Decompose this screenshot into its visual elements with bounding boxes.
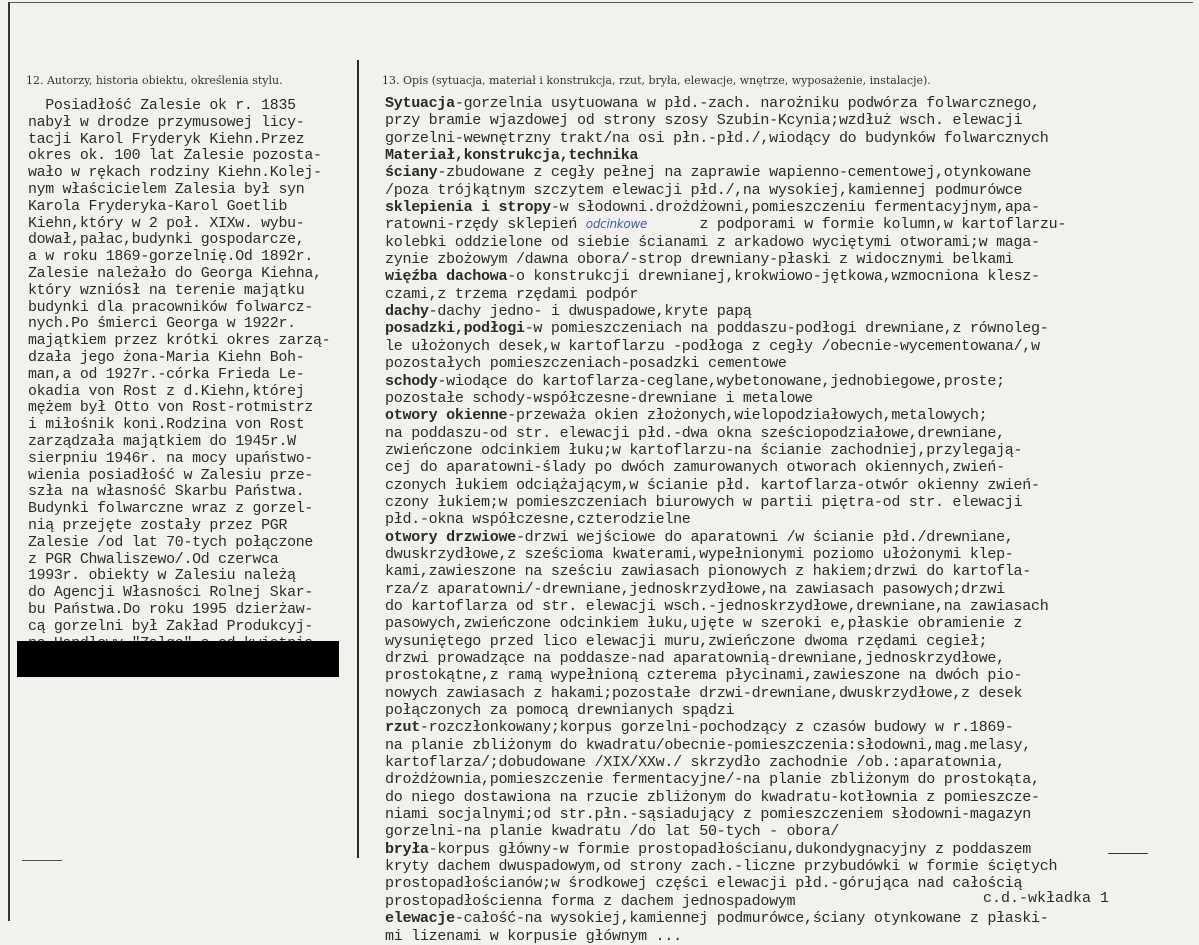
text-line: prostopadłościenna forma z dachem jednospadowym xyxy=(385,891,796,910)
text-line: okres ok. 100 lat Zalesie pozosta- xyxy=(28,148,322,165)
text-line: /poza trójkątnym szczytem elewacji płd./,na wysokiej,kamiennej podmurówce xyxy=(385,180,1023,199)
text-line: szła na własność Skarbu Państwa. xyxy=(28,484,305,501)
text-line: gorzelni-na planie kwadratu /do lat 50-tych - obora/ xyxy=(385,822,839,841)
section-term: otwory okienne xyxy=(385,406,508,425)
text-line: nabył w drodze przymusowej licy- xyxy=(28,114,305,131)
text-line: sklepienia i stropy-w słodowni.drożdżowni,pomieszczeniu fermentacyjnym,apa- xyxy=(385,198,1040,217)
section-term: schody xyxy=(385,371,438,390)
text-line: czony łukiem;w pomieszczeniach biurowych w partii piętra-od str. elewacji xyxy=(385,492,1023,511)
text-line: posadzki,podłogi-w pomieszczeniach na poddaszu-podłogi drewniane,z równoleg- xyxy=(385,319,1049,338)
text-line: na poddaszu-od str. elewacji płd.-dwa okna sześciopodziałowe,drewniane, xyxy=(385,423,1005,442)
text-line: a w roku 1869-gorzelnię.Od 1892r. xyxy=(28,249,313,266)
text-line: czami,z trzema rzędami podpór xyxy=(385,284,639,303)
text-line: czonych łukiem odciążającym,w ścianie płd. kartoflarza-otwór okienny zwień- xyxy=(385,475,1040,494)
text-line: tacji Karol Fryderyk Kiehn.Przez xyxy=(28,131,305,148)
text-line: do niego dostawiona na rzucie zbliżonym do kwadratu-kotłownia z pomieszcze- xyxy=(385,787,1040,806)
text-line: drożdżownia,pomieszczenie fermentacyjne/-na planie zbliżonym do prostokąta, xyxy=(385,770,1040,789)
text-line: Zalesie należało do Georga Kiehna, xyxy=(28,265,322,282)
handwritten-note: odcinkowe xyxy=(585,217,648,232)
text-line: nym właścicielem Zalesia był syn xyxy=(28,181,305,198)
text-line: mi lizenami w korpusie głównym ... xyxy=(385,926,682,945)
text-line: bryła-korpus główny-w formie prostopadłościanu,dukondygnacyjny z poddaszem xyxy=(385,839,1031,858)
section-term: Sytuacja xyxy=(385,94,455,112)
text-line: sierpniu 1946r. na mocy upaństwo- xyxy=(28,450,313,467)
text-line: Karola Fryderyka-Karol Goetlib xyxy=(28,198,288,215)
text-line: do kartoflarza od str. elewacji wsch.-jednoskrzydłowe,drewniane,na zawiasach xyxy=(385,596,1049,615)
text-line: kolebki oddzielone od siebie ścianami z arkadowo wyciętymi otworami;w maga- xyxy=(385,232,1040,251)
section-term: bryła xyxy=(385,839,429,858)
section-12-header: 12. Autorzy, historia obiektu, określenia stylu. xyxy=(26,74,283,87)
text-line: dachy-dachy jedno- i dwuspadowe,kryte papą xyxy=(385,302,752,321)
text-line: połączonych za pomocą drewnianych spądzi xyxy=(385,701,735,720)
text-line: wało w rękach rodziny Kiehn.Kolej- xyxy=(28,165,322,182)
text-line: nią przejęte zostały przez PGR xyxy=(28,517,288,534)
section-term: Materiał,konstrukcja,technika xyxy=(385,146,639,165)
text-line: i miłośnik koni.Rodzina von Rost xyxy=(28,417,305,434)
text-line: Zalesie /od lat 70-tych połączone xyxy=(28,534,313,551)
section-term: otwory drzwiowe xyxy=(385,527,516,546)
underline-mark xyxy=(1108,853,1148,854)
continuation-note: c.d.-wkładka 1 xyxy=(983,890,1110,907)
text-line: okadia von Rost z d.Kiehn,której xyxy=(28,383,305,400)
text-line: le ułożonych desek,w kartoflarzu -podłoga z cegły /obecnie-wycementowana/,w xyxy=(385,336,1040,355)
text-line: Budynki folwarczne wraz z gorzel- xyxy=(28,501,313,518)
text-line: zynie zbożowym /dawna obora/-strop drewniany-płaski z widocznymi belkami xyxy=(385,250,1014,269)
text-line: Sytuacja-gorzelnia usytuowana w płd.-zach. narożniku podwórza folwarcznego, xyxy=(385,94,1040,112)
text-line: elewacje-całość-na wysokiej,kamiennej podmurówce,ściany otynkowane z płaski- xyxy=(385,909,1049,928)
text-line: kryty dachem dwuspadowym,od strony zach.-liczne przybudówki w formie ściętych xyxy=(385,857,1058,876)
text-line: man,a od 1927r.-córka Frieda Le- xyxy=(28,366,305,383)
text-line: kartoflarza/;dobudowane /XIX/XXw./ skrzydło zachodnie /ob.:aparatownia, xyxy=(385,753,1005,772)
text-line: zwieńczone odcinkiem łuku;w kartoflarzu-na ścianie zachodniej,przylegają- xyxy=(385,440,1023,459)
text-line: rzut-rozczłonkowany;korpus gorzelni-pochodzący z czasów budowy w r.1869- xyxy=(385,718,1014,737)
section-term: rzut xyxy=(385,718,420,737)
text-line: cej do aparatowni-ślady po dwóch zamurowanych otworach okiennych,zwień- xyxy=(385,458,1005,477)
redaction-bar xyxy=(17,641,339,677)
text-line: rza/z aparatowni/-drewniane,jednoskrzydłowe,na zawiasach pasowych;drzwi xyxy=(385,579,1005,598)
text-line: niami socjalnymi;od str.płn.-sąsiadujący z pomieszczeniem słodowni-magazyn xyxy=(385,805,1031,824)
text-line: ściany-zbudowane z cegły pełnej na zaprawie wapienno-cementowej,otynkowane xyxy=(385,163,1032,182)
text-line: prostokątne,z ramą wypełnioną czterema płycinami,zawieszone na dwóch pio- xyxy=(385,666,1023,685)
text-line: przy bramie wjazdowej od strony szosy Szubin-Kcynia;wzdłuż wsch. elewacji xyxy=(385,111,1023,130)
text-line: prostopadłościanów;w środkowej części elewacji płd.-górująca nad całością xyxy=(385,874,1023,893)
description-text xyxy=(385,95,1066,945)
section-term: elewacje xyxy=(385,909,455,928)
section-term: posadzki,podłogi xyxy=(385,319,525,338)
text-line: pozostałe schody-współczesne-drewniane i metalowe xyxy=(385,388,813,407)
text-line: na planie zbliżonym do kwadratu/obecnie-pomieszczenia:słodowni,mag.melasy, xyxy=(385,735,1031,754)
text-line: pasowych,zwieńczone odcinkiem łuku,ujęte w szeroki e,płaskie obramienie z xyxy=(385,614,1023,633)
text-line: cą gorzelni był Zakład Produkcyj- xyxy=(28,618,313,635)
text-line: dzała jego żona-Maria Kiehn Boh- xyxy=(28,349,305,366)
text-line: dwuskrzydłowe,z sześcioma kwaterami,wypełnionymi poziomo ułożonymi klep- xyxy=(385,544,1014,563)
text-line xyxy=(385,147,1066,164)
text-line: dował,pałac,budynki gospodarcze, xyxy=(28,232,305,249)
text-line: drzwi prowadzące na poddasze-nad aparatownią-drewniane,jednoskrzydłowe, xyxy=(385,649,1005,667)
section-term: ściany xyxy=(385,163,438,182)
margin-dash xyxy=(22,860,62,861)
text-line: kami,zawieszone na sześciu zawiasach pionowych z hakiem;drzwi do kartofla- xyxy=(385,562,1031,581)
section-13-header: 13. Opis (sytuacja, materiał i konstrukcja, rzut, bryła, elewacje, wnętrze, wyposażenie, instalacje). xyxy=(382,74,931,87)
text-line: mężem był Otto von Rost-rotmistrz xyxy=(28,400,313,417)
text-line: Kiehn,który w 2 poł. XIXw. wybu- xyxy=(28,215,305,232)
text-line: wysuniętego przed lico elewacji muru,zwieńczone dwoma rzędami cegieł; xyxy=(385,631,988,650)
text-line: płd.-okna współczesne,czterodzielne xyxy=(385,510,691,529)
text-line: nych.Po śmierci Georga w 1922r. xyxy=(28,316,296,333)
text-line: zarządzała majątkiem do 1945r.W xyxy=(28,433,296,450)
text-line: schody-wiodące do kartoflarza-ceglane,wybetonowane,jednobiegowe,proste; xyxy=(385,371,1005,390)
text-line: ratowni-rzędy sklepień odcinkowe z podporami w formie kolumn,w kartoflarzu- xyxy=(385,215,1067,234)
text-line: 1993r. obiekty w Zalesiu należą xyxy=(28,568,296,585)
section-term: dachy xyxy=(385,302,429,321)
text-line: otwory okienne-przeważa okien złożonych,wielopodziałowych,metalowych; xyxy=(385,406,988,425)
history-text xyxy=(28,98,330,652)
section-term: sklepienia i stropy xyxy=(385,198,551,217)
text-line: pozostałych pomieszczeniach-posadzki cementowe xyxy=(385,354,787,373)
text-line: więźba dachowa-o konstrukcji drewnianej,krokwiowo-jętkowa,wzmocniona klesz- xyxy=(385,267,1040,286)
text-line: gorzelni-wewnętrzny trakt/na osi płn.-płd./,wiodący do budynków folwarcznych xyxy=(385,128,1049,147)
text-line: bu Państwa.Do roku 1995 dzierżaw- xyxy=(28,601,313,618)
column-divider xyxy=(357,60,359,858)
text-line: Posiadłość Zalesie ok r. 1835 xyxy=(28,98,296,114)
text-line: do Agencji Własności Rolnej Skar- xyxy=(28,585,313,602)
section-term: więźba dachowa xyxy=(385,267,508,286)
text-line: otwory drzwiowe-drzwi wejściowe do aparatowni /w ścianie płd./drewniane, xyxy=(385,527,1014,546)
text-line: budynki dla pracowników folwarcz- xyxy=(28,299,313,316)
text-line: który wzniósł na terenie majątku xyxy=(28,282,305,299)
text-line: nowych zawiasach z hakami;pozostałe drzwi-drewniane,dwuskrzydłowe,z desek xyxy=(385,683,1023,702)
text-line: wienia posiadłość w Zalesiu prze- xyxy=(28,467,313,484)
text-line: z PGR Chwaliszewo/.Od czerwca xyxy=(28,551,279,568)
text-line: majątkiem przez krótki okres zarzą- xyxy=(28,333,331,350)
